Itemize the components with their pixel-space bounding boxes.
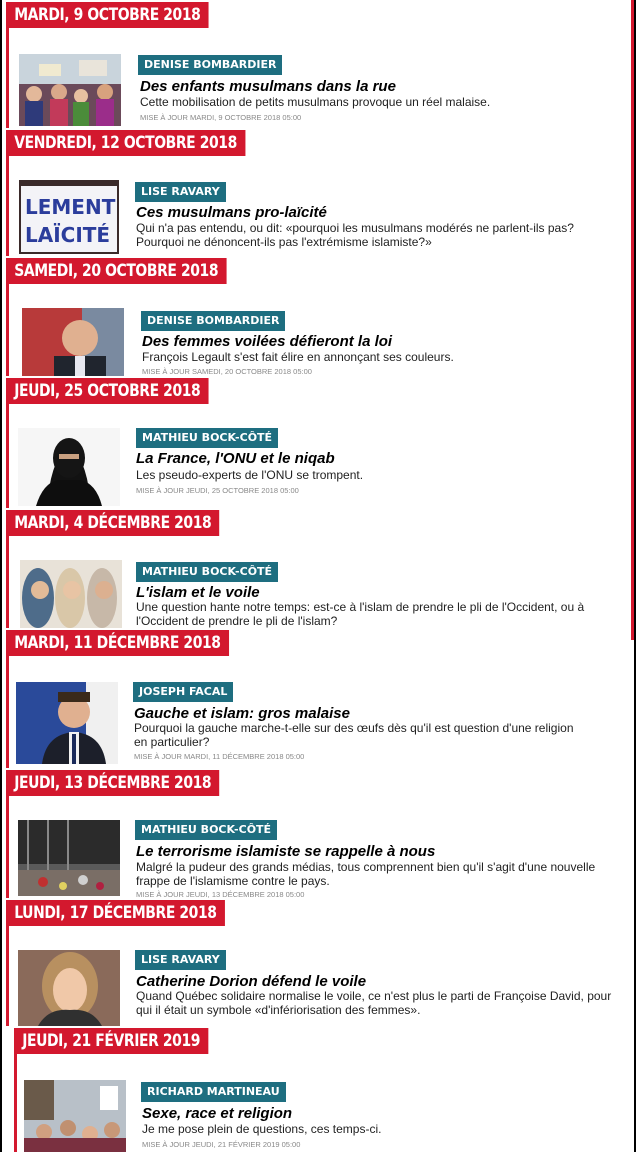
article-thumbnail[interactable]: [22, 308, 124, 376]
red-rail: [6, 794, 9, 898]
article-summary: Je me pose plein de questions, ces temps-ci.: [142, 1122, 382, 1136]
author-tag[interactable]: MATHIEU BOCK-CÔTÉ: [136, 562, 278, 582]
article-timestamp: MISE À JOUR JEUDI, 25 OCTOBRE 2018 05:00: [136, 486, 299, 495]
article-summary: Qui n'a pas entendu, ou dit: «pourquoi les musulmans modérés ne parlent-ils pas? Pourquoi ne dénoncent-ils pas l'extrémisme islamiste?»: [136, 221, 574, 249]
man-suit-portrait-photo: [16, 682, 118, 764]
article-summary: Pourquoi la gauche marche-t-elle sur des œufs dès qu'il est question d'une religion en particulier?: [134, 721, 574, 749]
red-rail: [6, 282, 9, 376]
red-rail: [6, 154, 9, 256]
article-thumbnail[interactable]: [18, 820, 120, 896]
woman-portrait-photo: [18, 950, 120, 1026]
red-rail: [6, 924, 9, 1026]
article-thumbnail[interactable]: [20, 560, 122, 628]
red-rail: [6, 26, 9, 128]
article-thumbnail[interactable]: [16, 682, 118, 764]
list-item: [2, 898, 634, 1026]
article-headline[interactable]: Gauche et islam: gros malaise: [134, 705, 350, 722]
article-summary: Quand Québec solidaire normalise le voile, ce n'est plus le parti de Françoise David, pour qui il était un symbole «d'infériorisation des femmes».: [136, 989, 612, 1017]
article-summary: Une question hante notre temps: est-ce à l'islam de prendre le pli de l'Occident, ou à l'Occident de prendre le pli de l'islam?: [136, 600, 585, 628]
list-item: [2, 128, 634, 256]
article-timestamp: MISE À JOUR JEUDI, 21 FÉVRIER 2019 05:00: [142, 1140, 301, 1149]
author-tag[interactable]: LISE RAVARY: [135, 950, 226, 970]
crowd-children-photo: [19, 54, 121, 126]
article-headline[interactable]: L'islam et le voile: [136, 584, 260, 601]
date-banner: JEUDI, 21 FÉVRIER 2019: [14, 1028, 208, 1054]
date-banner: JEUDI, 25 OCTOBRE 2018: [6, 378, 209, 404]
list-item: [2, 0, 634, 128]
article-thumbnail[interactable]: [19, 180, 119, 254]
date-banner: MARDI, 9 OCTOBRE 2018: [6, 2, 209, 28]
list-item: [2, 256, 634, 376]
list-item: [2, 768, 634, 898]
red-rail: [6, 402, 9, 508]
politician-portrait-photo: [22, 308, 124, 376]
date-banner: JEUDI, 13 DÉCEMBRE 2018: [6, 770, 219, 796]
article-summary: Cette mobilisation de petits musulmans provoque un réel malaise.: [140, 95, 491, 109]
protest-crowd-photo: [24, 1080, 126, 1152]
date-banner: MARDI, 4 DÉCEMBRE 2018: [6, 510, 219, 536]
red-rail: [6, 654, 9, 768]
article-headline[interactable]: Des enfants musulmans dans la rue: [140, 78, 396, 95]
article-summary: Malgré la pudeur des grands médias, tous comprennent bien qu'il s'agit d'une nouvelle frappe de l'islamisme contre le pays.: [136, 860, 596, 888]
article-summary: François Legault s'est fait élire en annonçant ses couleurs.: [142, 350, 454, 364]
date-banner: LUNDI, 17 DÉCEMBRE 2018: [6, 900, 225, 926]
author-tag[interactable]: MATHIEU BOCK-CÔTÉ: [136, 428, 278, 448]
list-item: [2, 508, 634, 628]
article-headline[interactable]: Sexe, race et religion: [142, 1105, 293, 1122]
article-summary: Les pseudo-experts de l'ONU se trompent.: [136, 468, 364, 482]
sign-text-line1: LEMENT: [25, 195, 116, 219]
date-banner: VENDREDI, 12 OCTOBRE 2018: [6, 130, 245, 156]
list-item: [2, 376, 634, 508]
article-thumbnail[interactable]: [18, 950, 120, 1026]
article-thumbnail[interactable]: [18, 428, 120, 506]
laicite-sign-photo: [19, 180, 119, 254]
author-tag[interactable]: JOSEPH FACAL: [133, 682, 233, 702]
article-timestamp: MISE À JOUR SAMEDI, 20 OCTOBRE 2018 05:00: [142, 367, 312, 376]
author-tag[interactable]: MATHIEU BOCK-CÔTÉ: [135, 820, 277, 840]
date-banner: SAMEDI, 20 OCTOBRE 2018: [6, 258, 226, 284]
sign-text-line2: LAÏCITÉ: [25, 223, 111, 247]
author-tag[interactable]: RICHARD MARTINEAU: [141, 1082, 286, 1102]
article-timestamp: MISE À JOUR MARDI, 9 OCTOBRE 2018 05:00: [140, 113, 302, 122]
article-timestamp: MISE À JOUR JEUDI, 13 DÉCEMBRE 2018 05:00: [136, 890, 305, 898]
article-headline[interactable]: Ces musulmans pro-laïcité: [136, 204, 327, 221]
date-banner: MARDI, 11 DÉCEMBRE 2018: [6, 630, 229, 656]
article-headline[interactable]: Des femmes voilées défieront la loi: [142, 333, 393, 350]
right-red-edge: [631, 0, 634, 640]
author-tag[interactable]: DENISE BOMBARDIER: [141, 311, 285, 331]
red-rail: [6, 534, 9, 628]
list-item: [2, 628, 634, 768]
niqab-woman-photo: [18, 428, 120, 506]
article-thumbnail[interactable]: [19, 54, 121, 126]
article-headline[interactable]: Catherine Dorion défend le voile: [136, 973, 367, 990]
article-headline[interactable]: Le terrorisme islamiste se rappelle à nous: [136, 843, 436, 860]
article-headline[interactable]: La France, l'ONU et le niqab: [136, 450, 335, 467]
memorial-street-photo: [18, 820, 120, 896]
article-thumbnail[interactable]: [24, 1080, 126, 1152]
article-timestamp: MISE À JOUR MARDI, 11 DÉCEMBRE 2018 05:00: [134, 752, 305, 761]
veiled-women-photo: [20, 560, 122, 628]
author-tag[interactable]: LISE RAVARY: [135, 182, 226, 202]
list-item: [2, 1026, 634, 1152]
red-rail: [14, 1052, 17, 1152]
article-list: [2, 0, 634, 1152]
author-tag[interactable]: DENISE BOMBARDIER: [138, 55, 282, 75]
